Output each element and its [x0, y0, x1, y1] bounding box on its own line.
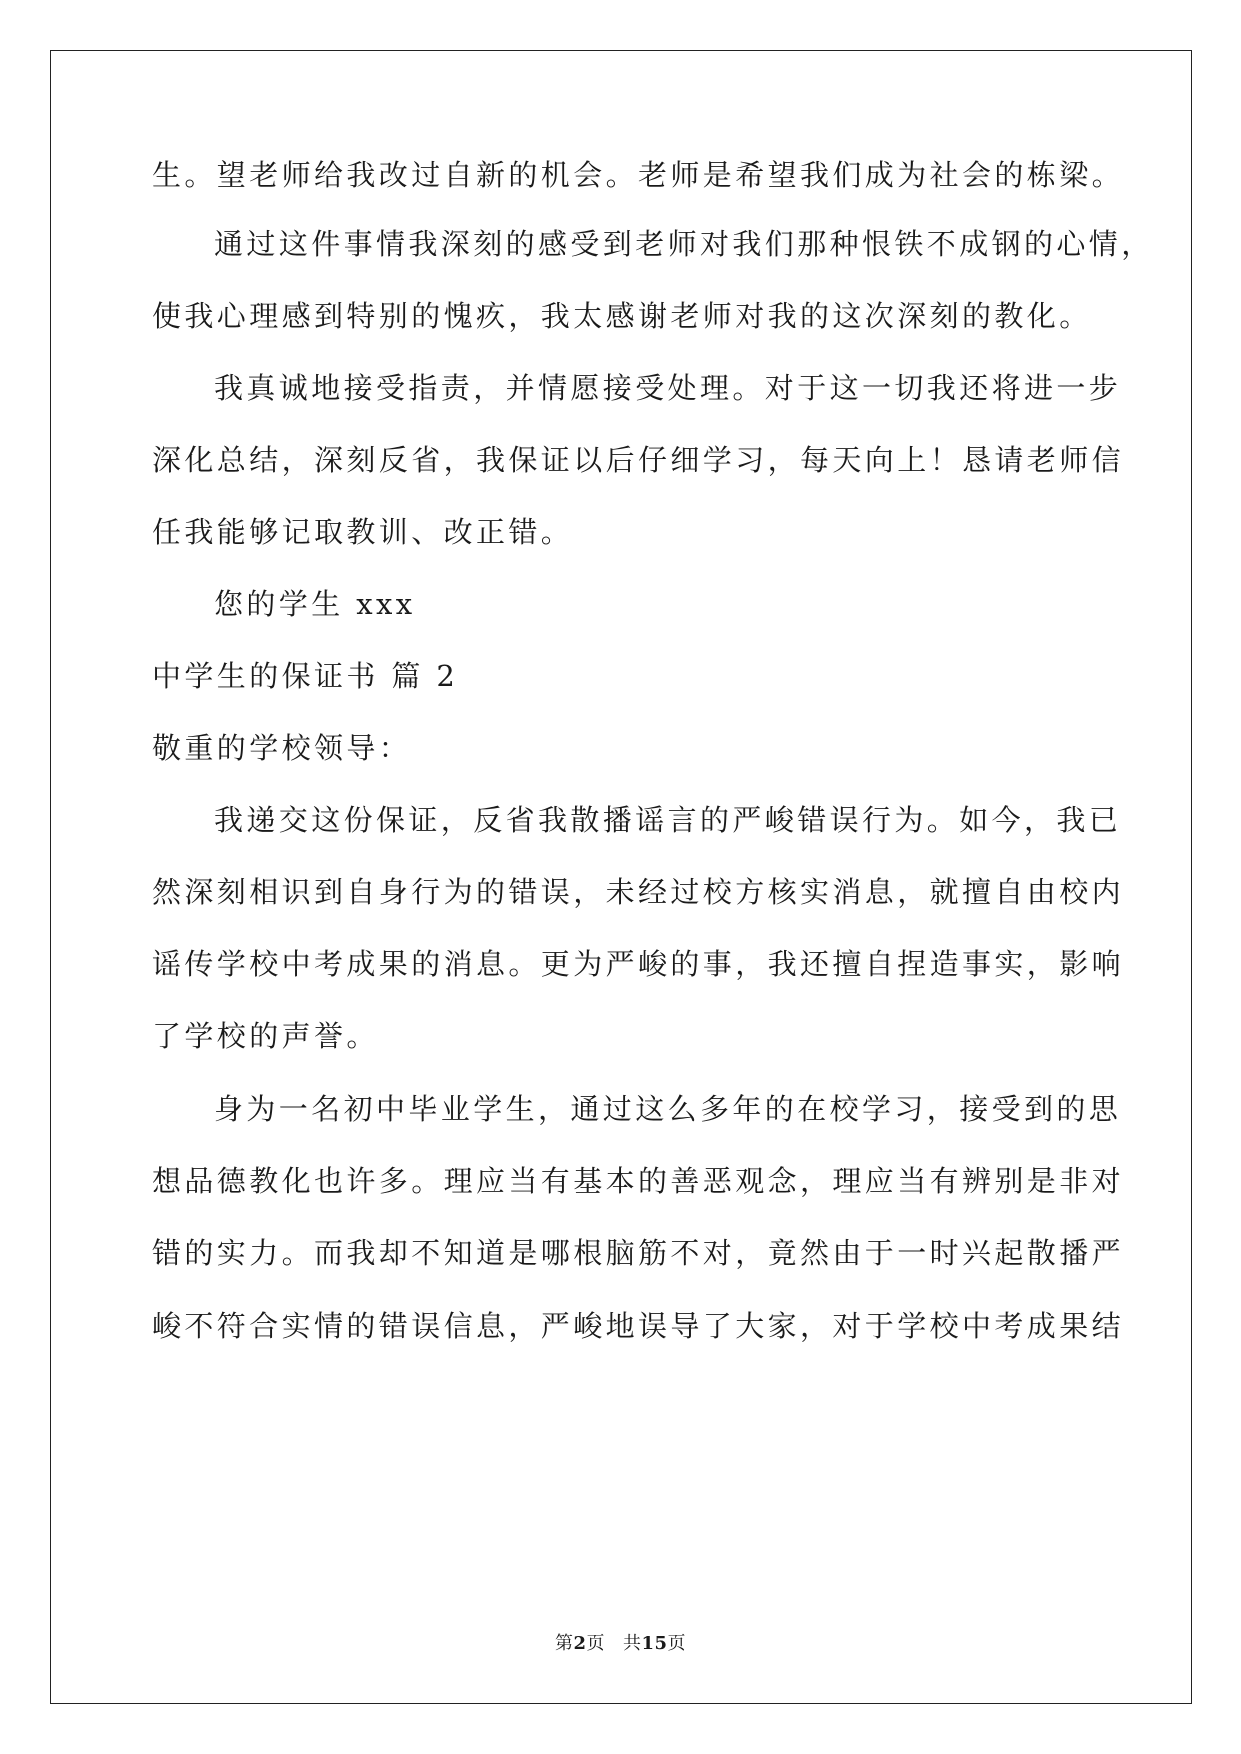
- page-footer: [0, 1632, 1241, 1656]
- text-line: 峻不符合实情的错误信息，严峻地误导了大家，对于学校中考成果结: [152, 1309, 1125, 1343]
- text-line: 身为一名初中毕业学生，通过这么多年的在校学习，接受到的思: [214, 1092, 1122, 1126]
- page-suffix: 页: [586, 1633, 605, 1654]
- page-current: 2: [573, 1633, 587, 1654]
- text-line: 然深刻相识到自身行为的错误，未经过校方核实消息，就擅自由校内: [152, 875, 1125, 909]
- total-suffix: 页: [667, 1633, 687, 1654]
- text-line: 错的实力。而我却不知道是哪根脑筋不对，竟然由于一时兴起散播严: [152, 1236, 1125, 1270]
- text-line: 谣传学校中考成果的消息。更为严峻的事，我还擅自捏造事实，影响: [152, 947, 1125, 981]
- total-prefix: 共: [622, 1633, 642, 1654]
- text-line: 任我能够记取教训、改正错。: [152, 515, 574, 549]
- page-total: 15: [641, 1633, 668, 1654]
- text-line: 想品德教化也许多。理应当有基本的善恶观念，理应当有辨别是非对: [152, 1164, 1125, 1198]
- text-line: 使我心理感到特别的愧疚，我太感谢老师对我的这次深刻的教化。: [152, 299, 1092, 333]
- text-line: 生。望老师给我改过自新的机会。老师是希望我们成为社会的栋梁。: [152, 158, 1125, 192]
- salutation: 敬重的学校领导：: [152, 731, 412, 765]
- signature-line: 您的学生 xxx: [214, 587, 416, 621]
- text-line: 深化总结，深刻反省，我保证以后仔细学习，每天向上！恳请老师信: [152, 443, 1125, 477]
- text-line: 通过这件事情我深刻的感受到老师对我们那种恨铁不成钢的心情，: [214, 227, 1154, 261]
- page-prefix: 第: [554, 1633, 574, 1654]
- section-title: 中学生的保证书 篇 2: [152, 659, 459, 693]
- text-line: 我真诚地接受指责，并情愿接受处理。对于这一切我还将进一步: [214, 371, 1122, 405]
- text-line: 了学校的声誉。: [152, 1019, 379, 1053]
- text-line: 我递交这份保证，反省我散播谣言的严峻错误行为。如今，我已: [214, 803, 1122, 837]
